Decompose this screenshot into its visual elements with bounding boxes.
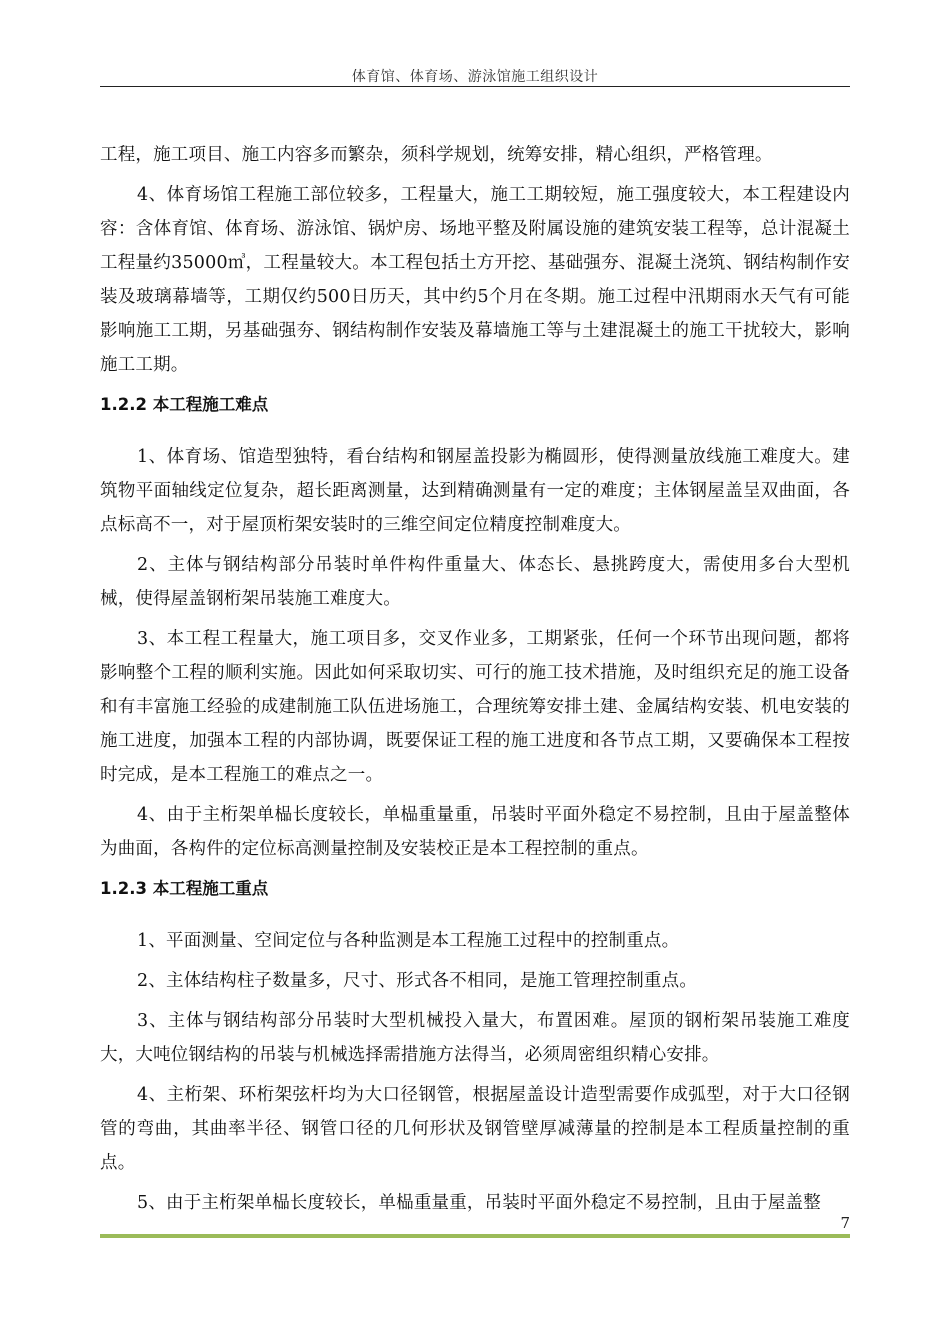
section-heading-key-points: 1.2.3 本工程施工重点 (100, 879, 269, 898)
key-point-item-4: 4、主桁架、环桁架弦杆均为大口径钢管，根据屋盖设计造型需要作成弧型，对于大口径钢管的弯曲，其曲率半径、钢管口径的几何形状及钢管壁厚减薄量的控制是本工程质量控制的重点。 (100, 1085, 850, 1173)
difficulty-item-1: 1、体育场、馆造型独特，看台结构和钢屋盖投影为椭圆形，使得测量放线施工难度大。建筑物平面轴线定位复杂，超长距离测量，达到精确测量有一定的难度；主体钢屋盖呈双曲面，各点标高不一，对于屋顶桁架安装时的三维空间定位精度控制难度大。 (100, 447, 850, 535)
footer-divider (100, 1234, 850, 1238)
key-point-item-3: 3、主体与钢结构部分吊装时大型机械投入量大，布置困难。屋顶的钢桁架吊装施工难度大，大吨位钢结构的吊装与机械选择需措施方法得当，必须周密组织精心安排。 (100, 1011, 850, 1065)
paragraph-continuation: 工程，施工项目、施工内容多而繁杂，须科学规划，统筹安排，精心组织，严格管理。 (100, 145, 773, 165)
difficulty-item-4: 4、由于主桁架单榀长度较长，单榀重量重，吊装时平面外稳定不易控制，且由于屋盖整体为曲面，各构件的定位标高测量控制及安装校正是本工程控制的重点。 (100, 805, 850, 859)
key-point-item-2: 2、主体结构柱子数量多，尺寸、形式各不相同，是施工管理控制重点。 (137, 971, 698, 991)
section-heading-difficulties: 1.2.2 本工程施工难点 (100, 395, 269, 414)
header-divider (100, 86, 850, 87)
page-header-title: 体育馆、体育场、游泳馆施工组织设计 (351, 69, 599, 85)
key-point-item-5: 5、由于主桁架单榀长度较长，单榀重量重，吊装时平面外稳定不易控制，且由于屋盖整 (137, 1193, 821, 1213)
key-point-item-1: 1、平面测量、空间定位与各种监测是本工程施工过程中的控制重点。 (137, 931, 680, 951)
page-number: 7 (840, 1214, 850, 1232)
paragraph-item-4: 4、体育场馆工程施工部位较多，工程量大，施工工期较短，施工强度较大，本工程建设内容：含体育馆、体育场、游泳馆、锅炉房、场地平整及附属设施的建筑安装工程等，总计混凝土工程量约35000㎥，工程量较大。本工程包括土方开挖、基础强夯、混凝土浇筑、钢结构制作安装及玻璃幕墙等，工期仅约500日历天，其中约5个月在冬期。施工过程中汛期雨水天气有可能影响施工工期，另基础强夯、钢结构制作安装及幕墙施工等与土建混凝土的施工干扰较大，影响施工工期。 (100, 185, 850, 375)
difficulty-item-3: 3、本工程工程量大，施工项目多，交叉作业多，工期紧张，任何一个环节出现问题，都将影响整个工程的顺利实施。因此如何采取切实、可行的施工技术措施，及时组织充足的施工设备和有丰富施工经验的成建制施工队伍进场施工，合理统筹安排土建、金属结构安装、机电安装的施工进度，加强本工程的内部协调，既要保证工程的施工进度和各节点工期，又要确保本工程按时完成，是本工程施工的难点之一。 (100, 629, 850, 785)
document-body (100, 138, 850, 1226)
difficulty-item-2: 2、主体与钢结构部分吊装时单件构件重量大、体态长、悬挑跨度大，需使用多台大型机械，使得屋盖钢桁架吊装施工难度大。 (100, 555, 850, 609)
